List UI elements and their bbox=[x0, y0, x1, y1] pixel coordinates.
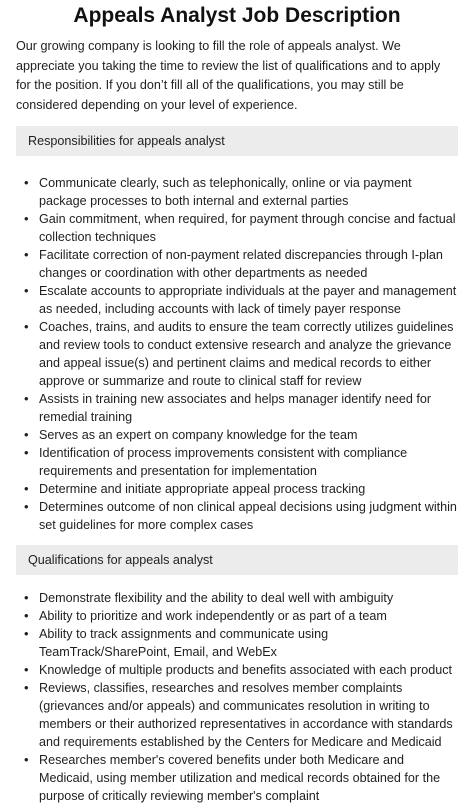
responsibilities-heading: Responsibilities for appeals analyst bbox=[16, 126, 458, 156]
list-item: • Knowledge of multiple products and benefits associated with each product bbox=[39, 661, 458, 679]
responsibilities-list bbox=[16, 174, 458, 534]
list-item: • Ability to track assignments and communicate using TeamTrack/SharePoint, Email, and WebEx bbox=[39, 625, 458, 661]
list-item: • Determines outcome of non clinical appeal decisions using judgment within set guidelines for more complex cases bbox=[39, 498, 458, 534]
list-item: • Identification of process improvements consistent with compliance requirements and presentation for implementation bbox=[39, 444, 458, 480]
list-item: • Ability to prioritize and work independently or as part of a team bbox=[39, 607, 458, 625]
list-item: • Reviews, classifies, researches and resolves member complaints (grievances and/or appeals) and communicates resolution in writing to members or their authorized representatives in accordance with standards and requirements established by the Centers for Medicare and Medicaid bbox=[39, 679, 458, 751]
list-item: • Demonstrate flexibility and the ability to deal well with ambiguity bbox=[39, 589, 458, 607]
list-item: • Determine and initiate appropriate appeal process tracking bbox=[39, 480, 458, 498]
intro-paragraph: Our growing company is looking to fill the role of appeals analyst. We appreciate you taking the time to review the list of qualifications and to apply for the position. If you don’t fill all of the qualifications, you may still be considered depending on your level of experience. bbox=[16, 39, 441, 112]
list-item: • Researches member's covered benefits under both Medicare and Medicaid, using member utilization and medical records obtained for the purpose of critically reviewing member's complaint bbox=[39, 751, 458, 805]
list-item: • Gain commitment, when required, for payment through concise and factual collection techniques bbox=[39, 210, 458, 246]
list-item: • Communicate clearly, such as telephonically, online or via payment package processes to both internal and external parties bbox=[39, 174, 458, 210]
qualifications-list bbox=[16, 589, 458, 805]
list-item: • Serves as an expert on company knowledge for the team bbox=[39, 426, 458, 444]
qualifications-heading: Qualifications for appeals analyst bbox=[16, 545, 458, 575]
list-item: • Escalate accounts to appropriate individuals at the payer and management as needed, including accounts with lack of timely payer response bbox=[39, 282, 458, 318]
list-item: • Facilitate correction of non-payment related discrepancies through I-plan changes or coordination with other departments as needed bbox=[39, 246, 458, 282]
page-title: Appeals Analyst Job Description bbox=[73, 4, 401, 27]
list-item: • Coaches, trains, and audits to ensure the team correctly utilizes guidelines and review tools to conduct extensive research and analyze the grievance and appeal issue(s) and pertinent claims and medical records to either approve or summarize and route to clinical staff for review bbox=[39, 318, 458, 390]
list-item: • Assists in training new associates and helps manager identify need for remedial training bbox=[39, 390, 458, 426]
